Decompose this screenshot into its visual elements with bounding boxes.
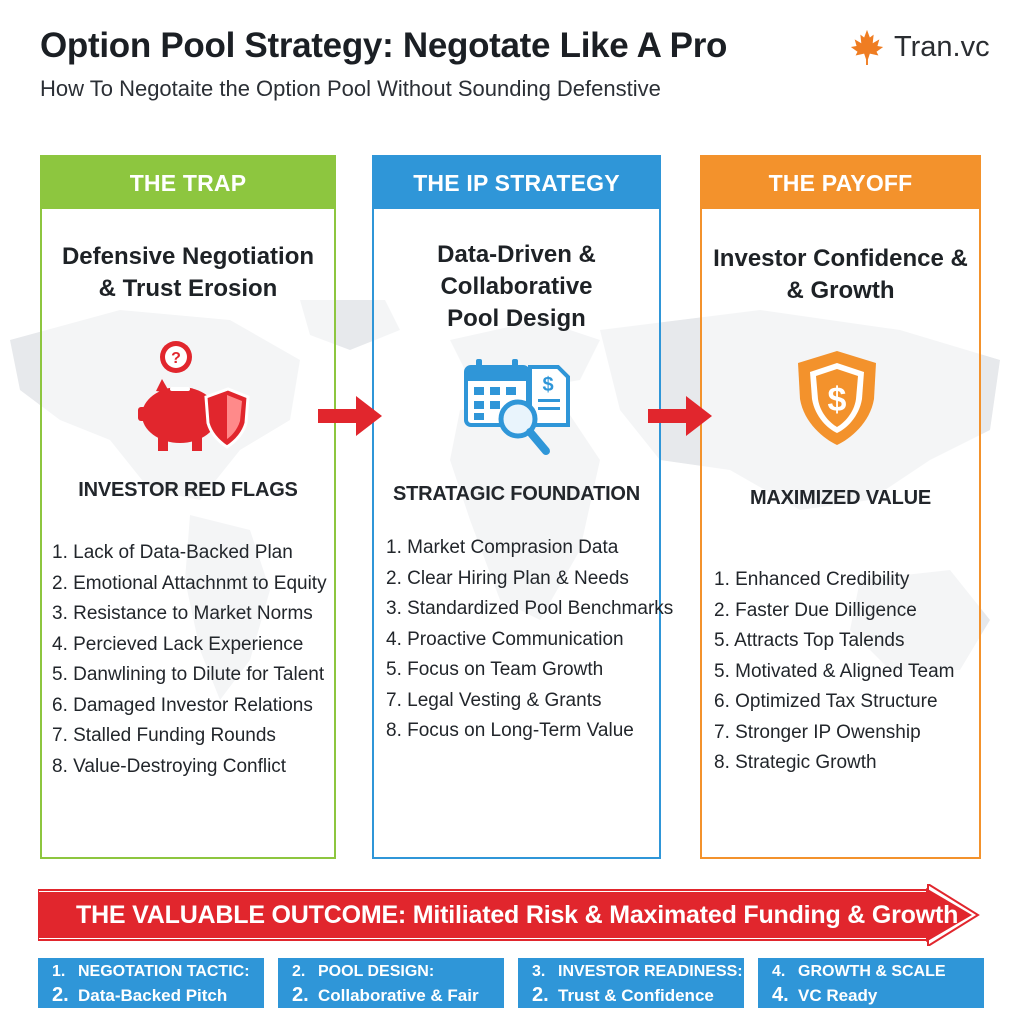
list-item: 7. Stalled Funding Rounds: [52, 725, 276, 746]
tag-detail: Data-Backed Pitch: [78, 986, 228, 1005]
svg-text:?: ?: [171, 350, 181, 367]
svg-text:$: $: [542, 374, 554, 396]
column-header-payoff: THE PAYOFF: [702, 157, 979, 209]
outcome-banner: [38, 884, 980, 946]
column-subheading-payoff: Investor Confidence & & Growth: [713, 245, 968, 304]
list-item: 4. Percieved Lack Experience: [52, 633, 304, 655]
list-item: 7. Legal Vesting & Grants: [386, 689, 602, 711]
section-label-red-flags: INVESTOR RED FLAGS: [78, 479, 298, 501]
list-item: 5. Danwlining to Dilute for Talent: [52, 664, 325, 685]
tag-title: NEGOTATION TACTIC:: [78, 963, 250, 980]
tag-detail: Trust & Confidence: [558, 986, 714, 1005]
tag-title: GROWTH & SCALE: [798, 963, 946, 980]
list-item: 6. Optimized Tax Structure: [714, 691, 938, 712]
column-header-strategy: THE IP STRATEGY: [374, 157, 659, 209]
svg-text:$: $: [827, 381, 847, 419]
tag-number: 2.: [292, 984, 309, 1006]
calendar-document-magnifier-icon: [462, 355, 574, 459]
list-item: 4. Proactive Communication: [386, 628, 624, 650]
tag-number: 3.: [532, 963, 546, 980]
list-item: 2. Clear Hiring Plan & Needs: [386, 567, 629, 589]
tag-detail: Collaborative & Fair: [318, 986, 479, 1005]
list-item: 8. Strategic Growth: [714, 752, 877, 773]
tag-number: 2.: [532, 984, 549, 1006]
page-subtitle: How To Negotaite the Option Pool Without Sounding Defenstive: [40, 76, 661, 101]
maple-leaf-icon: [848, 28, 886, 66]
tag-investor-readiness: [518, 958, 744, 1008]
list-item: 3. Standardized Pool Benchmarks: [386, 598, 674, 619]
tag-title: INVESTOR READINESS:: [558, 963, 743, 980]
tag-number: 2.: [52, 984, 69, 1006]
tag-growth-and-scale: [758, 958, 984, 1008]
section-label-maximized-value: MAXIMIZED VALUE: [749, 487, 932, 509]
column-subheading-trap: Defensive Negotiation & Trust Erosion: [61, 243, 315, 302]
maximized-value-list: [714, 565, 954, 779]
piggy-bank-shield-question-icon: [130, 335, 250, 455]
column-the-payoff: [700, 155, 981, 859]
page-title: Option Pool Strategy: Negotate Like A Pro: [40, 26, 728, 65]
red-flags-list: [52, 538, 327, 782]
dollar-shield-icon: [792, 347, 882, 447]
brand-name: Tran.vc: [894, 30, 990, 63]
list-item: 3. Resistance to Market Norms: [52, 603, 313, 624]
list-item: 5. Motivated & Aligned Team: [714, 660, 955, 682]
list-item: 8. Focus on Long-Term Value: [386, 720, 634, 741]
arrow-right-icon: [648, 392, 714, 440]
column-header-trap: THE TRAP: [42, 157, 334, 209]
column-the-ip-strategy: [372, 155, 674, 859]
list-item: 7. Stronger IP Owenship: [714, 721, 921, 743]
list-item: 8. Value-Destroying Conflict: [52, 755, 287, 777]
tag-number: 4.: [772, 984, 789, 1006]
list-item: 1. Enhanced Credibility: [714, 569, 910, 590]
list-item: 5. Attracts Top Talends: [714, 630, 905, 651]
list-item: 5. Focus on Team Growth: [386, 659, 604, 680]
list-item: 1. Lack of Data-Backed Plan: [52, 542, 293, 563]
list-item: 1. Market Comprasion Data: [386, 537, 619, 558]
tag-number: 1.: [52, 963, 66, 980]
list-item: 2. Faster Due Dilligence: [714, 599, 917, 621]
list-item: 6. Damaged Investor Relations: [52, 694, 313, 716]
strategic-foundation-list: [386, 533, 673, 747]
section-label-stratagic-foundation: STRATAGIC FOUNDATION: [392, 483, 641, 505]
tag-negotation-tactic: [38, 958, 264, 1008]
tag-detail: VC Ready: [798, 986, 878, 1005]
column-the-trap: [40, 155, 336, 859]
tag-number: 2.: [292, 963, 306, 980]
list-item: 2. Emotional Attachnmt to Equity: [52, 572, 327, 594]
tag-pool-design: [278, 958, 504, 1008]
brand-logo: [848, 28, 990, 66]
tag-number: 4.: [772, 963, 786, 980]
arrow-right-icon: [318, 392, 384, 440]
column-subheading-strategy: Data-Driven & Collaborative Pool Design: [437, 241, 596, 332]
outcome-text: THE VALUABLE OUTCOME: Mitiliated Risk & Maximated Funding & Growth: [76, 901, 959, 929]
tag-title: POOL DESIGN:: [318, 963, 435, 980]
